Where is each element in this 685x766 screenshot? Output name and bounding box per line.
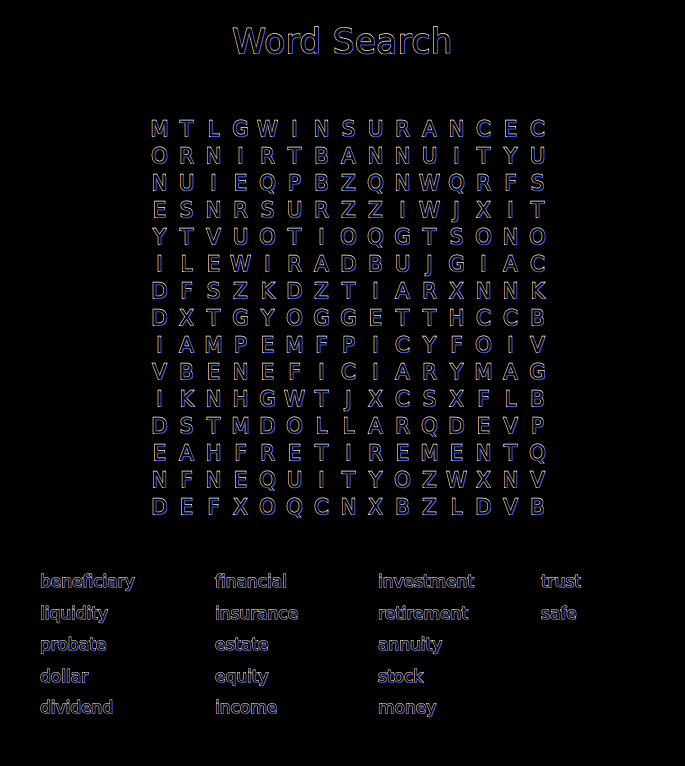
grid-cell-r14-c2[interactable]: F [207,495,220,519]
grid-cell-r6-c8[interactable]: I [372,279,379,303]
grid-cell-r11-c11[interactable]: D [448,414,465,438]
grid-cell-r12-c1[interactable]: A [179,441,194,465]
grid-cell-r4-c3[interactable]: U [232,225,249,249]
grid-cell-r5-c0[interactable]: I [156,252,163,276]
grid-cell-r12-c9[interactable]: E [395,441,410,465]
grid-cell-r13-c11[interactable]: W [446,468,467,492]
grid-cell-r12-c5[interactable]: E [287,441,302,465]
grid-cell-r7-c2[interactable]: T [207,306,220,330]
grid-cell-r11-c3[interactable]: M [231,414,250,438]
grid-cell-r3-c8[interactable]: Z [368,198,383,222]
grid-cell-r6-c4[interactable]: K [260,279,275,303]
grid-cell-r4-c4[interactable]: O [259,225,276,249]
grid-cell-r2-c0[interactable]: N [151,171,168,195]
grid-cell-r7-c0[interactable]: D [151,306,168,330]
grid-cell-r7-c10[interactable]: T [423,306,436,330]
grid-cell-r10-c13[interactable]: L [504,387,517,411]
grid-cell-r11-c9[interactable]: R [395,414,410,438]
grid-cell-r0-c11[interactable]: N [448,117,465,141]
grid-cell-r14-c14[interactable]: B [530,495,545,519]
grid-cell-r3-c1[interactable]: S [179,198,194,222]
grid-cell-r14-c8[interactable]: X [368,495,383,519]
grid-cell-r11-c2[interactable]: T [207,414,220,438]
grid-cell-r4-c5[interactable]: T [288,225,301,249]
word-item: trust [541,572,581,592]
word-item: insurance [215,603,299,624]
grid-cell-r6-c10[interactable]: R [422,279,437,303]
grid-cell-r5-c9[interactable]: U [394,252,411,276]
grid-cell-r0-c10[interactable]: A [422,117,437,141]
grid-cell-r10-c8[interactable]: X [368,387,383,411]
grid-cell-r8-c1[interactable]: A [179,333,194,357]
grid-cell-r1-c0[interactable]: O [151,144,168,168]
grid-cell-r2-c6[interactable]: B [314,171,329,195]
grid-cell-r14-c4[interactable]: O [259,495,276,519]
grid-cell-r4-c1[interactable]: T [180,225,193,249]
grid-cell-r14-c9[interactable]: B [395,495,410,519]
grid-cell-r10-c4[interactable]: G [259,387,276,411]
grid-cell-r13-c12[interactable]: X [476,468,491,492]
grid-cell-r3-c14[interactable]: T [531,198,544,222]
grid-cell-r13-c4[interactable]: Q [259,468,276,492]
grid-cell-r3-c2[interactable]: N [205,198,222,222]
grid-cell-r13-c2[interactable]: N [205,468,222,492]
grid-cell-r6-c11[interactable]: X [449,279,464,303]
word-column-3 [378,568,474,726]
grid-cell-r8-c9[interactable]: C [395,333,410,357]
grid-cell-r0-c9[interactable]: R [395,117,410,141]
grid-cell-r8-c6[interactable]: F [315,333,328,357]
grid-cell-r1-c12[interactable]: T [477,144,490,168]
word-column-1 [40,568,135,726]
grid-cell-r4-c6[interactable]: I [318,225,325,249]
grid-cell-r10-c12[interactable]: F [477,387,490,411]
grid-cell-r9-c4[interactable]: E [260,360,275,384]
word-item: dollar [40,666,89,687]
grid-cell-r8-c12[interactable]: O [475,333,492,357]
grid-cell-r12-c0[interactable]: E [152,441,167,465]
grid-cell-r5-c5[interactable]: R [287,252,302,276]
grid-cell-r7-c9[interactable]: T [396,306,409,330]
grid-cell-r1-c1[interactable]: R [179,144,194,168]
grid-cell-r0-c6[interactable]: N [313,117,330,141]
grid-cell-r12-c6[interactable]: T [315,441,328,465]
grid-cell-r9-c11[interactable]: Y [450,360,463,384]
grid-cell-r11-c8[interactable]: A [368,414,383,438]
word-item: probate [40,635,107,655]
grid-cell-r8-c10[interactable]: Y [423,333,436,357]
grid-cell-r5-c13[interactable]: A [503,252,518,276]
grid-cell-r11-c0[interactable]: D [151,414,168,438]
grid-cell-r6-c5[interactable]: D [286,279,303,303]
grid-cell-r1-c2[interactable]: N [205,144,222,168]
grid-cell-r0-c14[interactable]: C [530,117,545,141]
grid-cell-r13-c13[interactable]: N [502,468,519,492]
grid-cell-r4-c2[interactable]: V [206,225,221,249]
grid-cell-r4-c10[interactable]: T [423,225,436,249]
grid-cell-r10-c10[interactable]: S [422,387,437,411]
grid-cell-r9-c12[interactable]: M [474,360,493,384]
grid-cell-r2-c7[interactable]: Z [341,171,356,195]
grid-cell-r4-c12[interactable]: O [475,225,492,249]
grid-cell-r1-c14[interactable]: U [529,144,546,168]
grid-cell-r5-c7[interactable]: D [340,252,357,276]
word-item: liquidity [40,603,108,624]
grid-cell-r6-c7[interactable]: T [342,279,355,303]
word-item: equity [215,666,269,687]
grid-cell-r0-c3[interactable]: G [232,117,249,141]
grid-cell-r9-c8[interactable]: I [372,360,379,384]
grid-cell-r2-c12[interactable]: R [476,171,491,195]
word-item: retirement [378,603,468,624]
grid-cell-r12-c3[interactable]: F [234,441,247,465]
grid-cell-r1-c11[interactable]: I [453,144,460,168]
grid-cell-r8-c13[interactable]: I [507,333,514,357]
grid-cell-r0-c1[interactable]: T [180,117,193,141]
grid-cell-r6-c14[interactable]: K [530,279,545,303]
grid-cell-r12-c2[interactable]: H [205,441,222,465]
grid-cell-r14-c12[interactable]: D [475,495,492,519]
word-item: financial [215,572,287,592]
grid-cell-r8-c4[interactable]: E [260,333,275,357]
grid-cell-r4-c7[interactable]: O [340,225,357,249]
grid-cell-r8-c0[interactable]: I [156,333,163,357]
grid-cell-r11-c13[interactable]: V [503,414,518,438]
grid-cell-r2-c3[interactable]: E [233,171,248,195]
grid-cell-r4-c13[interactable]: N [502,225,519,249]
grid-cell-r2-c11[interactable]: Q [448,171,465,195]
grid-cell-r5-c1[interactable]: L [180,252,193,276]
grid-cell-r9-c7[interactable]: C [341,360,356,384]
grid-cell-r3-c13[interactable]: I [507,198,514,222]
grid-cell-r5-c3[interactable]: W [230,252,251,276]
grid-cell-r7-c8[interactable]: E [368,306,383,330]
grid-cell-r1-c10[interactable]: U [421,144,438,168]
grid-cell-r11-c12[interactable]: E [476,414,491,438]
grid-cell-r3-c4[interactable]: S [260,198,275,222]
grid-cell-r0-c12[interactable]: C [476,117,491,141]
word-item: dividend [40,698,114,718]
grid-cell-r0-c5[interactable]: I [291,117,298,141]
grid-cell-r14-c11[interactable]: L [450,495,463,519]
grid-cell-r11-c10[interactable]: Q [421,414,438,438]
grid-cell-r7-c6[interactable]: G [313,306,330,330]
grid-cell-r9-c9[interactable]: A [395,360,410,384]
grid-cell-r8-c3[interactable]: P [234,333,247,357]
grid-cell-r14-c7[interactable]: N [340,495,357,519]
grid-cell-r0-c8[interactable]: U [367,117,384,141]
grid-cell-r1-c7[interactable]: A [341,144,356,168]
grid-cell-r9-c10[interactable]: R [422,360,437,384]
grid-cell-r2-c13[interactable]: F [504,171,517,195]
grid-cell-r6-c9[interactable]: A [395,279,410,303]
grid-cell-r12-c13[interactable]: T [504,441,517,465]
grid-cell-r8-c14[interactable]: V [530,333,545,357]
grid-cell-r7-c1[interactable]: X [179,306,194,330]
word-item: beneficiary [40,572,135,592]
grid-cell-r7-c11[interactable]: H [448,306,465,330]
grid-cell-r3-c12[interactable]: X [476,198,491,222]
grid-cell-r14-c10[interactable]: Z [422,495,437,519]
grid-cell-r11-c6[interactable]: L [315,414,328,438]
grid-cell-r7-c13[interactable]: C [503,306,518,330]
grid-cell-r10-c0[interactable]: I [156,387,163,411]
grid-cell-r9-c3[interactable]: N [232,360,249,384]
grid-cell-r3-c10[interactable]: W [419,198,440,222]
grid-cell-r4-c0[interactable]: Y [153,225,166,249]
grid-cell-r13-c6[interactable]: I [318,468,325,492]
grid-cell-r5-c2[interactable]: E [206,252,221,276]
word-item: stock [378,666,424,687]
grid-cell-r9-c6[interactable]: I [318,360,325,384]
grid-cell-r9-c0[interactable]: V [152,360,167,384]
grid-cell-r4-c9[interactable]: G [394,225,411,249]
grid-cell-r5-c10[interactable]: J [426,252,433,276]
grid-cell-r10-c11[interactable]: X [449,387,464,411]
grid-cell-r14-c6[interactable]: C [314,495,329,519]
grid-cell-r3-c9[interactable]: I [399,198,406,222]
word-item: income [215,698,278,718]
grid-cell-r3-c0[interactable]: E [152,198,167,222]
grid-cell-r1-c5[interactable]: T [288,144,301,168]
grid-cell-r12-c12[interactable]: N [475,441,492,465]
grid-cell-r9-c13[interactable]: A [503,360,518,384]
grid-cell-r6-c13[interactable]: N [502,279,519,303]
grid-cell-r13-c1[interactable]: F [180,468,193,492]
grid-cell-r13-c8[interactable]: Y [369,468,382,492]
word-item: annuity [378,635,443,655]
grid-cell-r13-c5[interactable]: U [286,468,303,492]
grid-cell-r10-c5[interactable]: W [284,387,305,411]
word-item: investment [378,572,474,592]
grid-cell-r1-c8[interactable]: N [367,144,384,168]
grid-cell-r12-c4[interactable]: R [260,441,275,465]
grid-cell-r6-c12[interactable]: N [475,279,492,303]
word-column-2 [215,568,298,726]
grid-cell-r2-c2[interactable]: I [210,171,217,195]
grid-cell-r0-c0[interactable]: M [150,117,169,141]
grid-cell-r11-c1[interactable]: S [179,414,194,438]
grid-cell-r0-c13[interactable]: E [503,117,518,141]
grid-cell-r2-c8[interactable]: Q [367,171,384,195]
grid-cell-r12-c10[interactable]: M [420,441,439,465]
grid-cell-r1-c6[interactable]: B [314,144,329,168]
grid-cell-r7-c3[interactable]: G [232,306,249,330]
grid-cell-r2-c10[interactable]: W [419,171,440,195]
grid-cell-r14-c0[interactable]: D [151,495,168,519]
grid-cell-r11-c14[interactable]: P [531,414,544,438]
grid-cell-r14-c3[interactable]: X [233,495,248,519]
grid-cell-r2-c5[interactable]: P [288,171,301,195]
grid-cell-r0-c7[interactable]: S [341,117,356,141]
grid-cell-r1-c9[interactable]: N [394,144,411,168]
grid-cell-r5-c11[interactable]: G [448,252,465,276]
grid-cell-r10-c3[interactable]: H [232,387,249,411]
grid-cell-r13-c3[interactable]: E [233,468,248,492]
grid-cell-r8-c2[interactable]: M [204,333,223,357]
grid-cell-r7-c12[interactable]: C [476,306,491,330]
grid-cell-r5-c8[interactable]: B [368,252,383,276]
grid-cell-r1-c4[interactable]: R [260,144,275,168]
grid-cell-r12-c7[interactable]: I [345,441,352,465]
word-item: money [378,698,437,718]
grid-cell-r2-c4[interactable]: Q [259,171,276,195]
grid-cell-r9-c1[interactable]: B [179,360,194,384]
grid-cell-r3-c3[interactable]: R [233,198,248,222]
grid-cell-r4-c8[interactable]: Q [367,225,384,249]
grid-cell-r13-c10[interactable]: Z [422,468,437,492]
grid-cell-r2-c14[interactable]: S [530,171,545,195]
grid-cell-r8-c8[interactable]: I [372,333,379,357]
grid-cell-r7-c4[interactable]: Y [261,306,274,330]
grid-cell-r9-c2[interactable]: E [206,360,221,384]
grid-cell-r8-c11[interactable]: F [450,333,463,357]
grid-cell-r10-c1[interactable]: K [179,387,194,411]
puzzle-title: Word Search [232,22,453,62]
grid-cell-r11-c4[interactable]: D [259,414,276,438]
grid-cell-r12-c14[interactable]: Q [529,441,546,465]
grid-cell-r11-c7[interactable]: L [342,414,355,438]
grid-cell-r2-c9[interactable]: N [394,171,411,195]
letter-grid [146,116,551,521]
grid-cell-r5-c12[interactable]: I [480,252,487,276]
word-column-4 [541,568,581,631]
grid-cell-r9-c14[interactable]: G [529,360,546,384]
grid-cell-r3-c5[interactable]: U [286,198,303,222]
word-list [40,568,660,728]
grid-cell-r12-c8[interactable]: R [368,441,383,465]
grid-cell-r6-c6[interactable]: Z [314,279,329,303]
word-item: safe [541,603,577,624]
grid-cell-r5-c14[interactable]: C [530,252,545,276]
grid-cell-r1-c13[interactable]: Y [504,144,517,168]
grid-cell-r6-c1[interactable]: F [180,279,193,303]
grid-cell-r10-c14[interactable]: B [530,387,545,411]
grid-cell-r2-c1[interactable]: U [178,171,195,195]
grid-cell-r14-c5[interactable]: Q [286,495,303,519]
grid-cell-r7-c5[interactable]: O [286,306,303,330]
grid-cell-r0-c4[interactable]: W [257,117,278,141]
grid-cell-r7-c14[interactable]: B [530,306,545,330]
grid-cell-r5-c4[interactable]: I [264,252,271,276]
grid-cell-r6-c3[interactable]: Z [233,279,248,303]
grid-cell-r7-c7[interactable]: G [340,306,357,330]
grid-cell-r10-c7[interactable]: J [345,387,352,411]
word-item: estate [215,635,269,655]
grid-cell-r3-c7[interactable]: Z [341,198,356,222]
grid-cell-r3-c11[interactable]: J [453,198,460,222]
grid-cell-r13-c14[interactable]: V [530,468,545,492]
grid-cell-r3-c6[interactable]: R [314,198,329,222]
grid-cell-r10-c9[interactable]: C [395,387,410,411]
grid-cell-r6-c0[interactable]: D [151,279,168,303]
grid-cell-r8-c5[interactable]: M [285,333,304,357]
grid-cell-r10-c6[interactable]: T [315,387,328,411]
grid-cell-r14-c1[interactable]: E [179,495,194,519]
grid-cell-r11-c5[interactable]: O [286,414,303,438]
grid-cell-r13-c7[interactable]: T [342,468,355,492]
grid-cell-r9-c5[interactable]: F [288,360,301,384]
grid-cell-r5-c6[interactable]: A [314,252,329,276]
grid-cell-r10-c2[interactable]: N [205,387,222,411]
grid-cell-r13-c9[interactable]: O [394,468,411,492]
grid-cell-r4-c14[interactable]: O [529,225,546,249]
grid-cell-r8-c7[interactable]: P [342,333,355,357]
grid-cell-r1-c3[interactable]: I [237,144,244,168]
grid-cell-r4-c11[interactable]: S [449,225,464,249]
grid-cell-r6-c2[interactable]: S [206,279,221,303]
grid-cell-r14-c13[interactable]: V [503,495,518,519]
grid-cell-r13-c0[interactable]: N [151,468,168,492]
grid-cell-r12-c11[interactable]: E [449,441,464,465]
grid-cell-r0-c2[interactable]: L [207,117,220,141]
